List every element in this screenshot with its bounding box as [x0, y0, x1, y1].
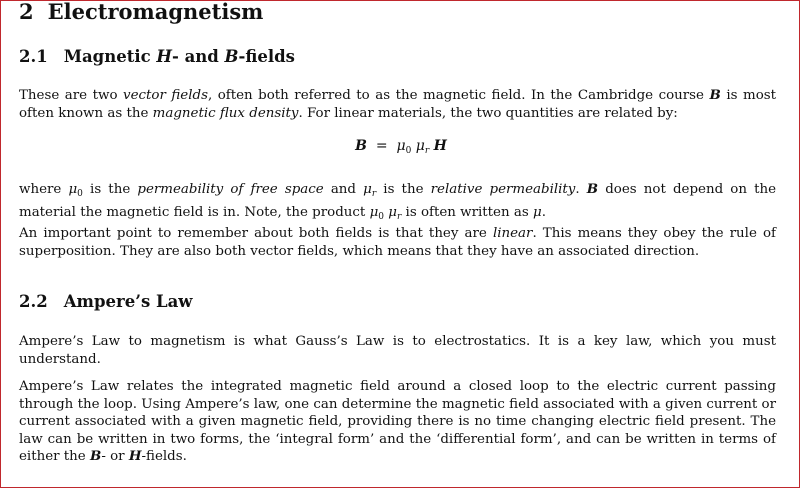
subsection-number: 2.2 [19, 292, 48, 311]
paragraph-linearity: An important point to remember about both fields is that they are linear. This means they obey the rule of superposition. They are also both vector fields, which means that they have an associated direction. [19, 226, 776, 259]
section-title: Electromagnetism [47, 0, 264, 24]
paragraph-ampere-intro: Ampere’s Law to magnetism is what Gauss’s Law is to electrostatics. It is a key law, which you must understand. [19, 334, 776, 367]
equation-b-mu-h: $B = \mu_0$ $\mu_r$ H [355, 138, 447, 156]
subsection-heading-2-1: 2.1 Magnetic H- and B-fields [19, 47, 295, 66]
paragraph-vector-fields: These are two vector fields, often both referred to as the magnetic field. In the Cambridge course B is most often known as the magnetic flux density. For linear materials, the two quantities are related by: [19, 87, 777, 121]
subsection-number: 2.1 [19, 47, 48, 66]
subsection-title: Ampere’s Law [63, 292, 193, 311]
subsection-heading-2-2 [19, 292, 192, 311]
section-heading [19, 0, 263, 24]
paragraph-ampere-detail: Ampere’s Law relates the integrated magnetic field around a closed loop to the electric current passing through the loop. Using Ampere’s law, one can determine the magnetic field associated with a given current or current associated with a given magnetic field, providing there is no time changing electric field present. The law can be written in two forms, the ‘integral form’ and the ‘differential form’, and can be written in terms of either the B- or H-fields. [19, 379, 776, 464]
paragraph-permeability: where $\mu_0$ is the permeability of free space and $\mu_r$ is the relative permeability. B does not depend on the material the magnetic field is in. Note, the product $\mu_0$ $\mu_r$ is often written as μ. [19, 181, 777, 222]
section-number: 2 [19, 0, 34, 24]
